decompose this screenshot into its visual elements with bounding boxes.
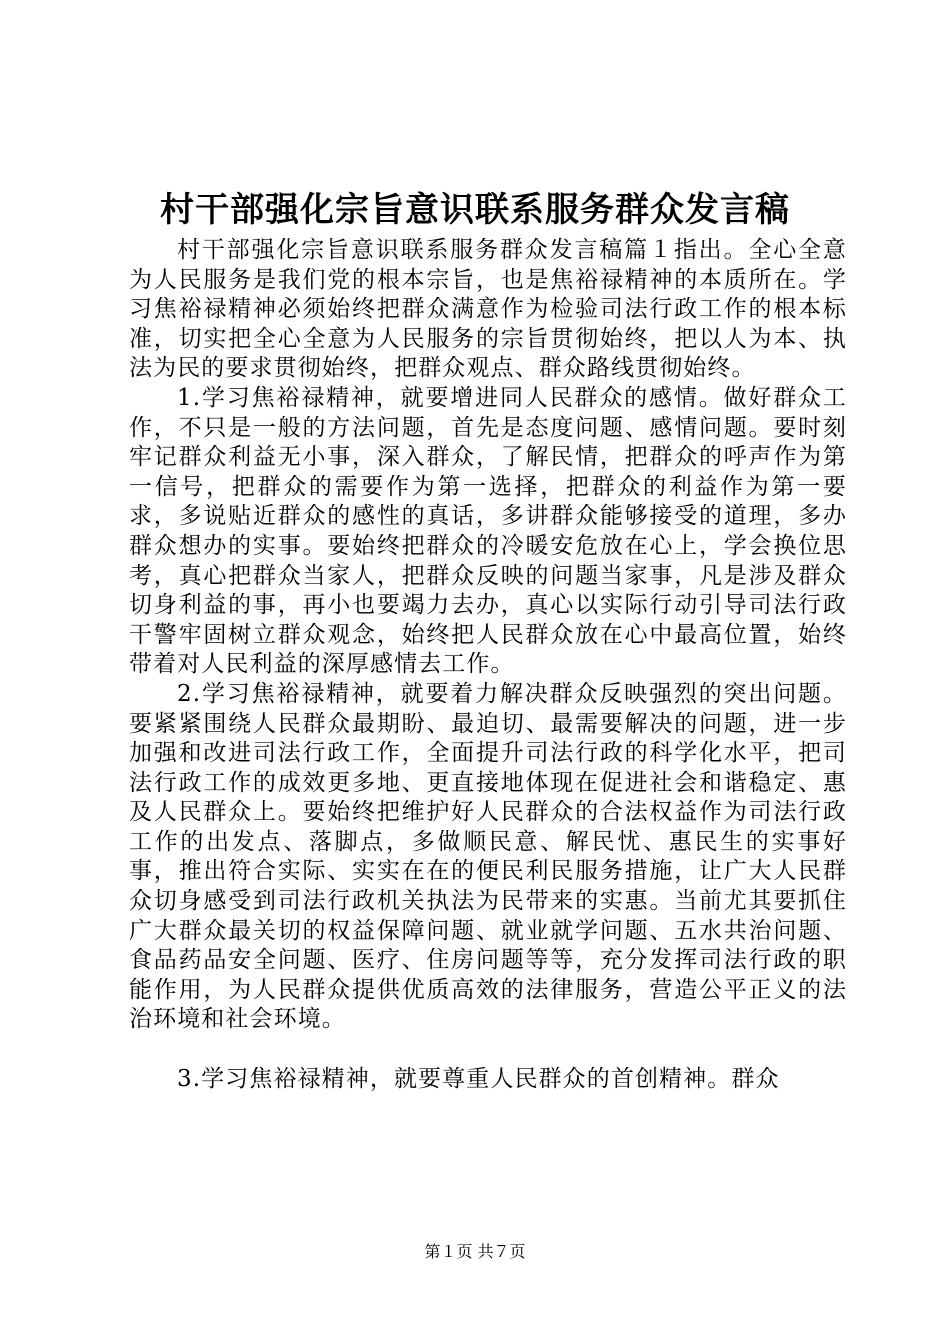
paragraph-point-3: 3.学习焦裕禄精神，就要尊重人民群众的首创精神。群众 <box>177 1066 780 1093</box>
page-number-footer: 第１页 共７页 <box>424 1242 526 1261</box>
document-body <box>129 236 847 1095</box>
page-title: 村干部强化宗旨意识联系服务群众发言稿 <box>160 190 790 230</box>
paragraph-point-1: 1.学习焦裕禄精神，就要增进同人民群众的感情。做好群众工作，不只是一般的方法问题，首先是态度问题、感情问题。要时刻牢记群众利益无小事，深入群众，了解民情，把群众的呼声作为第一信号，把群众的需要作为第一选择，把群众的利益作为第一要求，多说贴近群众的感性的真话，多讲群众能够接受的道理，多办群众想办的实事。要始终把群众的冷暖安危放在心上，学会换位思考，真心把群众当家人，把群众反映的问题当家事，凡是涉及群众切身利益的事，再小也要竭力去办，真心以实际行动引导司法行政干警牢固树立群众观念，始终把人民群众放在心中最高位置，始终带着对人民利益的深厚感情去工作。 <box>129 384 847 678</box>
paragraph-intro: 村干部强化宗旨意识联系服务群众发言稿篇１指出。全心全意为人民服务是我们党的根本宗旨，也是焦裕禄精神的本质所在。学习焦裕禄精神必须始终把群众满意作为检验司法行政工作的根本标准，切实把全心全意为人民服务的宗旨贯彻始终，把以人为本、执法为民的要求贯彻始终，把群众观点、群众路线贯彻始终。 <box>129 237 847 382</box>
paragraph-point-2: 2.学习焦裕禄精神，就要着力解决群众反映强烈的突出问题。要紧紧围绕人民群众最期盼、最迫切、最需要解决的问题，进一步加强和改进司法行政工作，全面提升司法行政的科学化水平，把司法行政工作的成效更多地、更直接地体现在促进社会和谐稳定、惠及人民群众上。要始终把维护好人民群众的合法权益作为司法行政工作的出发点、落脚点，多做顺民意、解民忧、惠民生的实事好事，推出符合实际、实实在在的便民利民服务措施，让广大人民群众切身感受到司法行政机关执法为民带来的实惠。当前尤其要抓住广大群众最关切的权益保障问题、就业就学问题、五水共治问题、食品药品安全问题、医疗、住房问题等等，充分发挥司法行政的职能作用，为人民群众提供优质高效的法律服务，营造公平正义的法治环境和社会环境。 <box>129 680 847 1033</box>
